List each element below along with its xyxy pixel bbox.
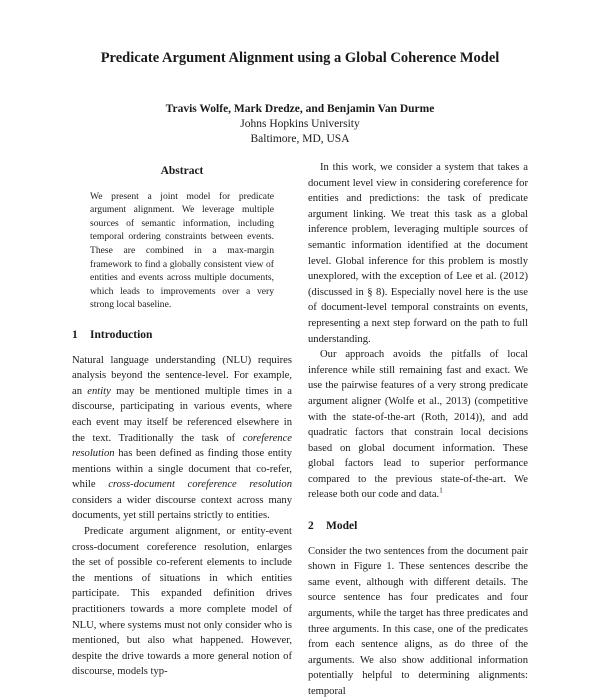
intro-paragraph-1: Natural language understanding (NLU) requires analysis beyond the sentence-level. For example, an entity may be mentioned multiple times in a discourse, participating in various events, where each event may itself be referenced elsewhere in the text. Traditionally the task of coreference resolution has been defined as finding those entity mentions within a single document that co-refer, while cross-document coreference resolution considers a wider discourse context across many documents, yet still pertains strictly to entities.	[72, 354, 292, 522]
section-2-number: 2	[308, 520, 314, 533]
section-1-heading	[72, 328, 292, 344]
paper-title: Predicate Argument Alignment using a Global Coherence Model	[100, 50, 500, 66]
left-column	[72, 160, 292, 680]
intro-paragraph-2: Predicate argument alignment, or entity-event cross-document coreference resolution, enlarges the set of possible co-referent elements to include the mentions of situations in which entities participate. This expanded definition drives practitioners towards a more complete model of NLU, where systems must not only consider who is mentioned, but also what happened. However, despite the drive towards a more general notion of discourse, models typ-	[72, 526, 292, 678]
author-names: Travis Wolfe, Mark Dredze, and Benjamin Van Durme	[165, 103, 435, 115]
model-paragraph-1: Consider the two sentences from the document pair shown in Figure 1. These sentences describe the same event, although with different details. The source sentence has four predicates and four arguments, while the target has three predicates and three arguments. In this case, one of the predicates from each sentence aligns, as do three of the arguments. We also show additional information potentially helpful to determining alignments: temporal	[308, 545, 528, 697]
section-1-title: Introduction	[90, 328, 153, 341]
section-2-title: Model	[326, 520, 358, 533]
section-1-number: 1	[72, 328, 78, 341]
abstract-text: We present a joint model for predicate argument alignment. We leverage multiple sources of semantic information, including temporal ordering constraints between events. These are combined in a max-margin framework to find a globally consistent view of entities and events across multiple documents, which leads to improvements over a very strong local baseline.	[90, 190, 274, 311]
section-2-heading	[308, 519, 528, 535]
right-paragraph-2: Our approach avoids the pitfalls of local inference while still remaining fast and exact. We use the pairwise features of a very strong predicate argument aligner (Wolfe et al., 2013) (competitive with the state-of-the-art (Roth, 2014)), and add quadratic factors that constrain local decisions based on global document information. These global factors lead to superior performance compared to the previous state-of-the-art. We release both our code and data.$^1$	[308, 349, 528, 501]
abstract-heading: Abstract	[160, 165, 204, 177]
right-column	[308, 160, 528, 700]
footnote-mark: 1	[439, 486, 443, 495]
author-affiliation: Johns Hopkins University	[240, 118, 360, 130]
author-block	[0, 102, 600, 147]
right-paragraph-1: In this work, we consider a system that takes a document level view in considering coreference for entities and predictions: the task of predicate argument linking. We treat this task as a global inference problem, leveraging multiple sources of semantic information identified at the document level. Global inference for this problem is mostly unexplored, with the exception of Lee et al. (2012) (discussed in § 8). Especially novel here is the use of document-level temporal constraints on events, representing a next step forward on the path to full understanding.	[308, 162, 528, 345]
author-location: Baltimore, MD, USA	[250, 133, 350, 145]
